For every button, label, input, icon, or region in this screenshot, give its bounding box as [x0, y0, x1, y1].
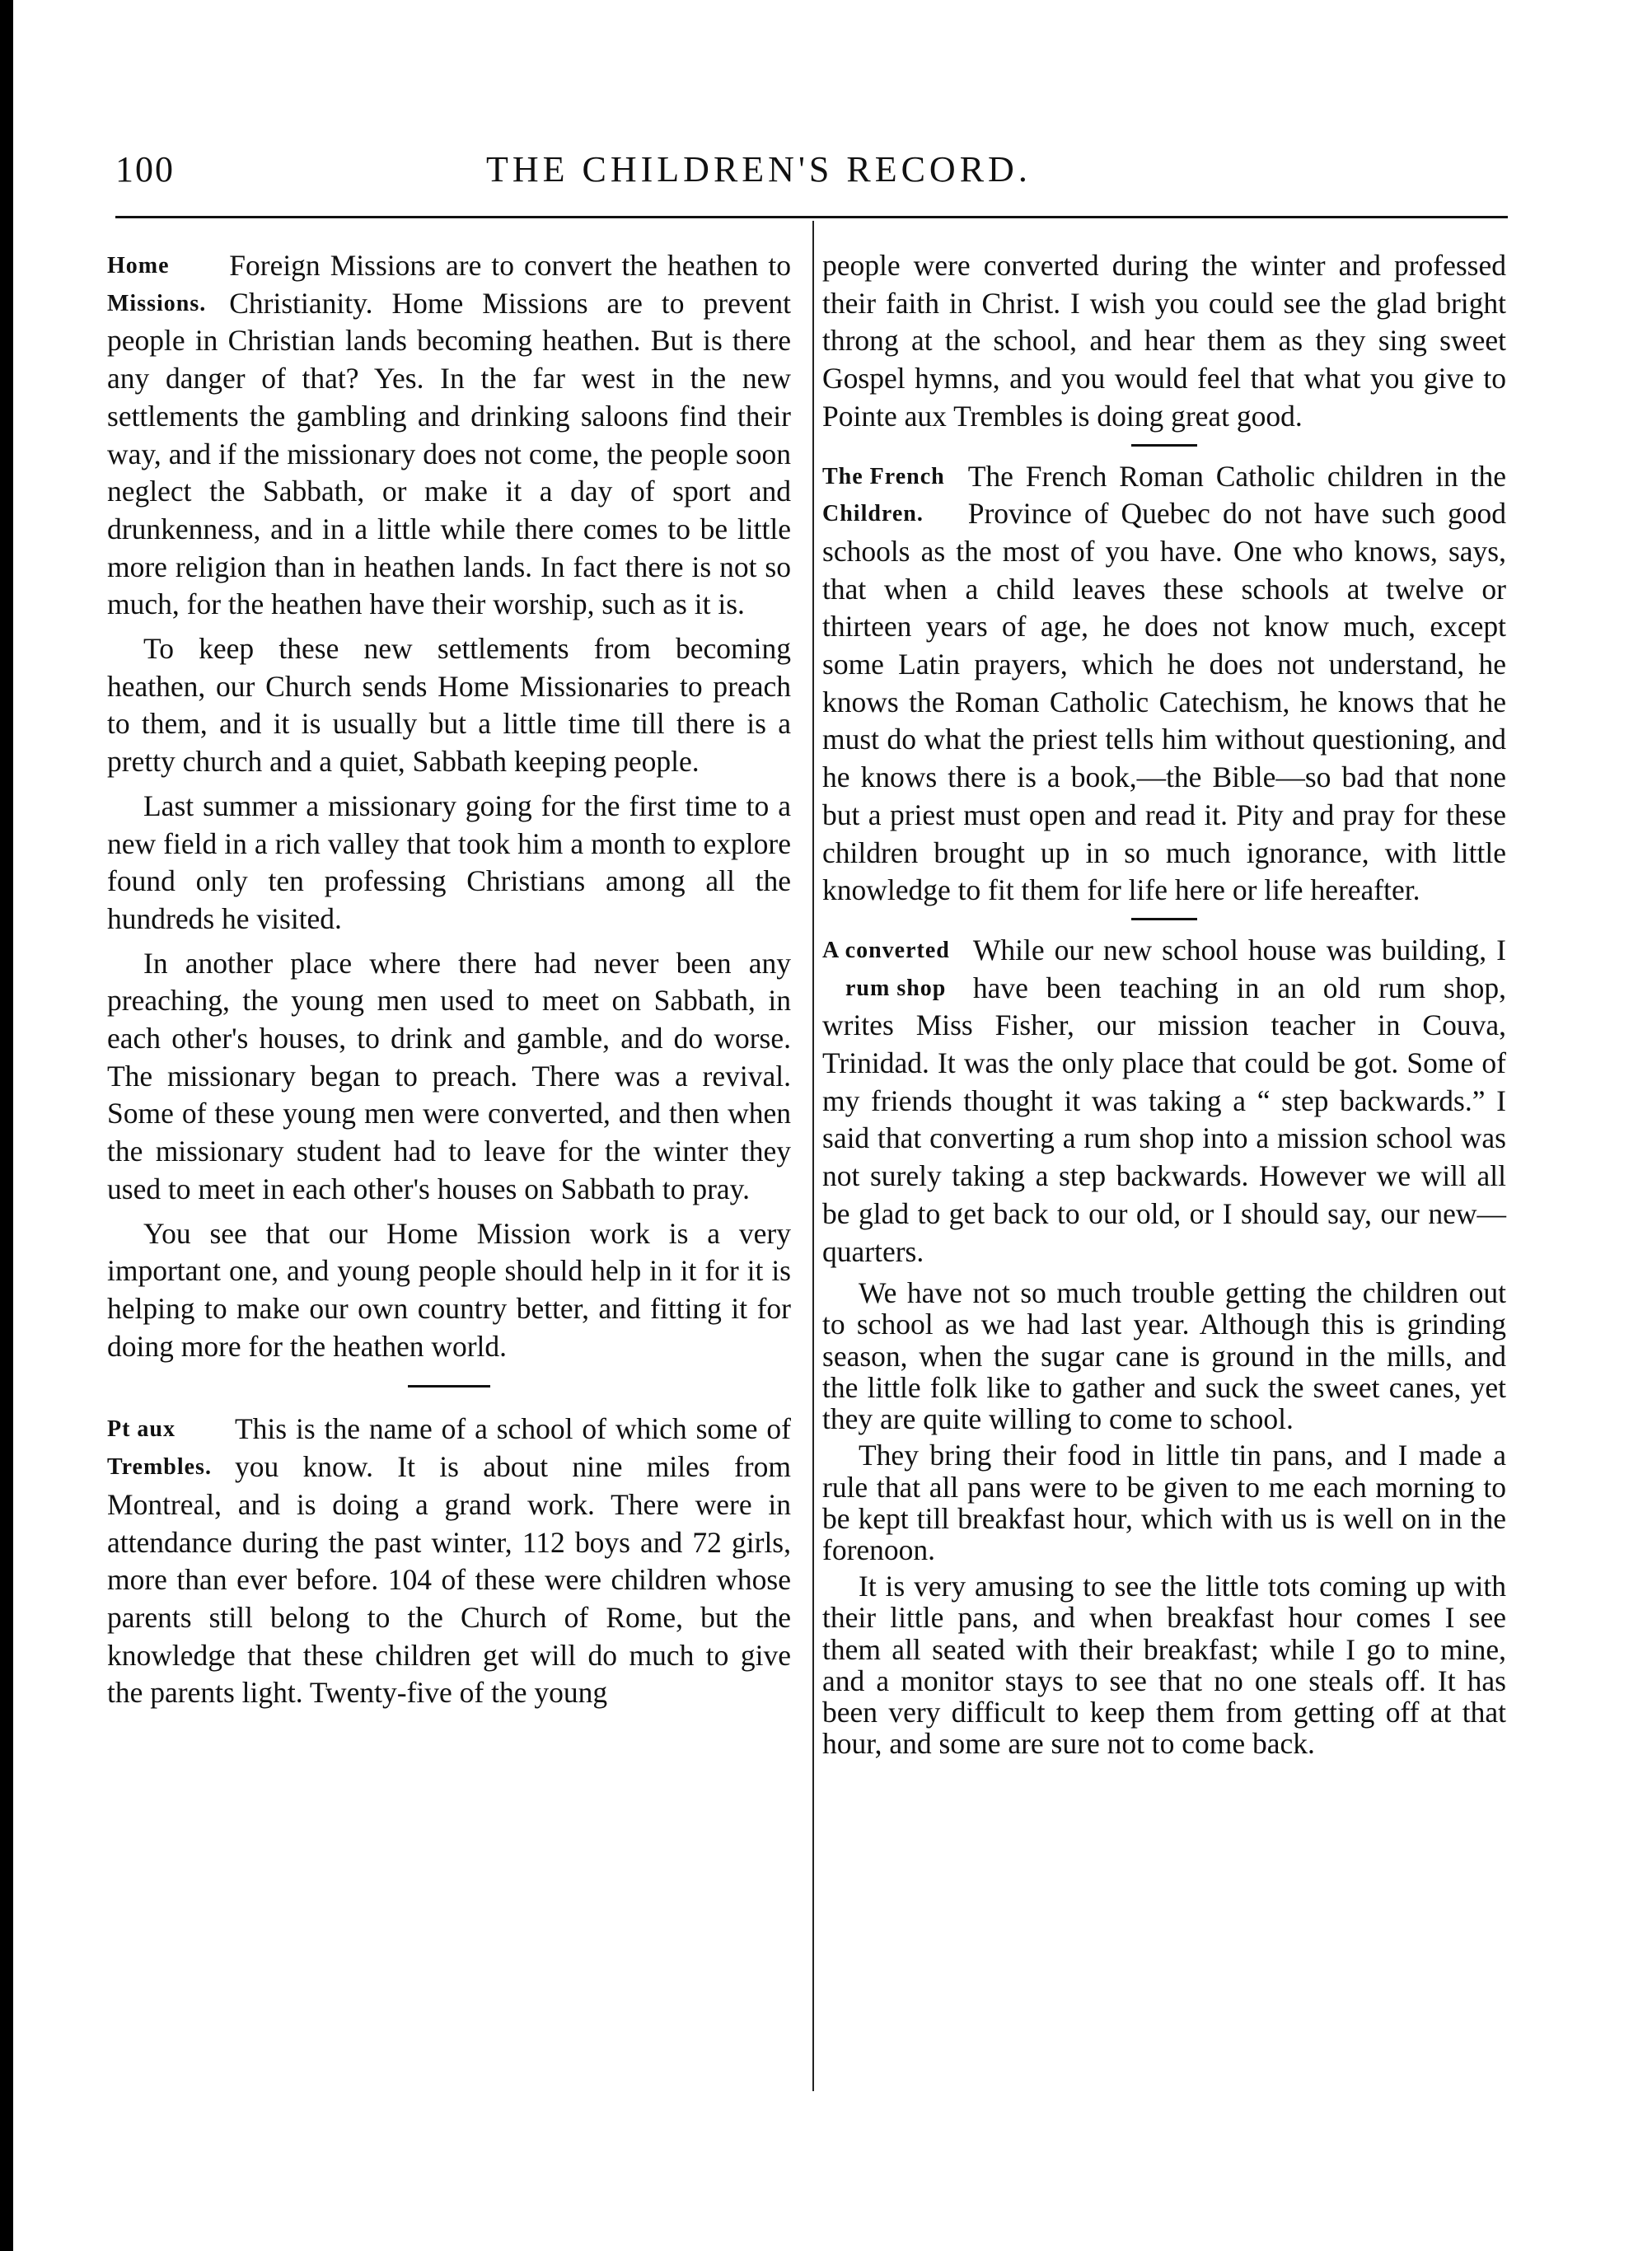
binding-edge: [0, 0, 13, 2251]
article-french-children: [822, 458, 1506, 910]
article-pointe-aux-trembles: [107, 1411, 791, 1712]
section-divider: [1131, 444, 1197, 447]
article-paragraph: Pt aux Trembles. This is the name of a school of which some of you know. It is about nine miles from Montreal, and is doing a grand work. There were in attendance during the past winter, 112 boys and 72 girls, more than ever before. 104 of these were children whose parents still belong to the Church of Rome, but the knowledge that these children get will do much to give the parents light. Twenty-five of the young: [107, 1412, 791, 1710]
article-paragraph: The French Children. The French Roman Catholic children in the Province of Quebec do not have such good schools as the most of you have. One who knows, says, that when a child leaves these schools at twelve or thirteen years of age, he does not know much, except some Latin prayers, which he does not understand, he knows the Roman Catholic Catechism, he knows that he must do what the priest tells him without questioning, and he knows there is a book,—the Bible—so bad that none but a priest must open and read it. Pity and pray for these children brought up in so much ignorance, with little knowledge to fit them for life here or life hereafter.: [822, 459, 1506, 907]
sidehead: The French Children.: [822, 463, 945, 527]
article-paragraph: Last summer a missionary going for the first time to a new field in a rich valley that took him a month to explore found only ten professing Christians among all the hundreds he visited.: [107, 789, 791, 935]
article-converted-rum-shop: [822, 932, 1506, 1759]
section-divider: [1131, 918, 1197, 920]
sidehead: A converted rum shop: [822, 937, 950, 1001]
article-paragraph: They bring their food in little tin pans, and I made a rule that all pans were to be given to me each morning to be kept till breakfast hour, which with us is well on in the forenoon.: [822, 1439, 1506, 1566]
article-paragraph: To keep these new settlements from becoming heathen, our Church sends Home Missionaries to preach to them, and it is usually but a little time till there is a pretty church and a quiet, Sabbath keeping people.: [107, 632, 791, 779]
column-divider: [812, 221, 814, 2091]
section-divider: [408, 1385, 490, 1388]
article-paragraph: A converted rum shop While our new school house was building, I have been teaching in an old rum shop, writes Miss Fisher, our mission teacher in Couva, Trinidad. It was the only place that could be got. Some of my friends thought it was taking a “ step backwards.” I said that converting a rum shop into a mission school was not surely taking a step backwards. However we will all be glad to get back to our old, or I should say, our new—quarters.: [822, 933, 1506, 1268]
article-paragraph: In another place where there had never been any preaching, the young men used to meet on Sabbath, in each other's houses, to drink and gamble, and do worse. The missionary began to preach. There was a revival. Some of these young men were converted, and then when the missionary student had to leave for the winter they used to meet in each other's houses on Sabbath to pray.: [107, 946, 791, 1205]
sidehead: Home Missions.: [107, 253, 207, 316]
article-paragraph: It is very amusing to see the little tots coming up with their little pans, and when breakfast hour comes I see them all seated with their breakfast; while I go to mine, and a monitor stays to see that no one steals off. It has been very difficult to keep them from getting off at that hour, and some are sure not to come back.: [822, 1570, 1506, 1761]
continued-paragraph: people were converted during the winter and professed their faith in Christ. I wish you could see the glad bright throng at the school, and hear them as they sing sweet Gospel hymns, and you would feel that what you give to Pointe aux Trembles is doing great good.: [822, 249, 1506, 433]
article-home-missions: [107, 247, 791, 1365]
article-paragraph: We have not so much trouble getting the children out to school as we had last year. Although this is grinding season, when the sugar cane is ground in the mills, and the little folk like to gather and suck the sweet canes, yet they are quite willing to come to school.: [822, 1276, 1506, 1436]
running-head: THE CHILDREN'S RECORD.: [486, 149, 1032, 190]
left-column: [107, 247, 791, 1719]
article-paragraph: Home Missions. Foreign Missions are to convert the heathen to Christianity. Home Missions are to prevent people in Christian lands becoming heathen. But is there any danger of that? Yes. In the far west in the new settlements the gambling and drinking saloons find their way, and if the missionary does not come, the people soon neglect the Sabbath, or make it a day of sport and drunkenness, and in a little while there comes to be little more religion than in heathen lands. In fact there is not so much, for the heathen have their worship, such as it is.: [107, 249, 791, 621]
right-column: [822, 247, 1506, 1764]
header-rule: [115, 216, 1508, 218]
article-paragraph: You see that our Home Mission work is a very important one, and young people should help in it for it is helping to make our own country better, and fitting it for doing more for the heathen world.: [107, 1216, 791, 1363]
page-number: 100: [115, 149, 175, 190]
sidehead: Pt aux Trembles.: [107, 1416, 212, 1481]
